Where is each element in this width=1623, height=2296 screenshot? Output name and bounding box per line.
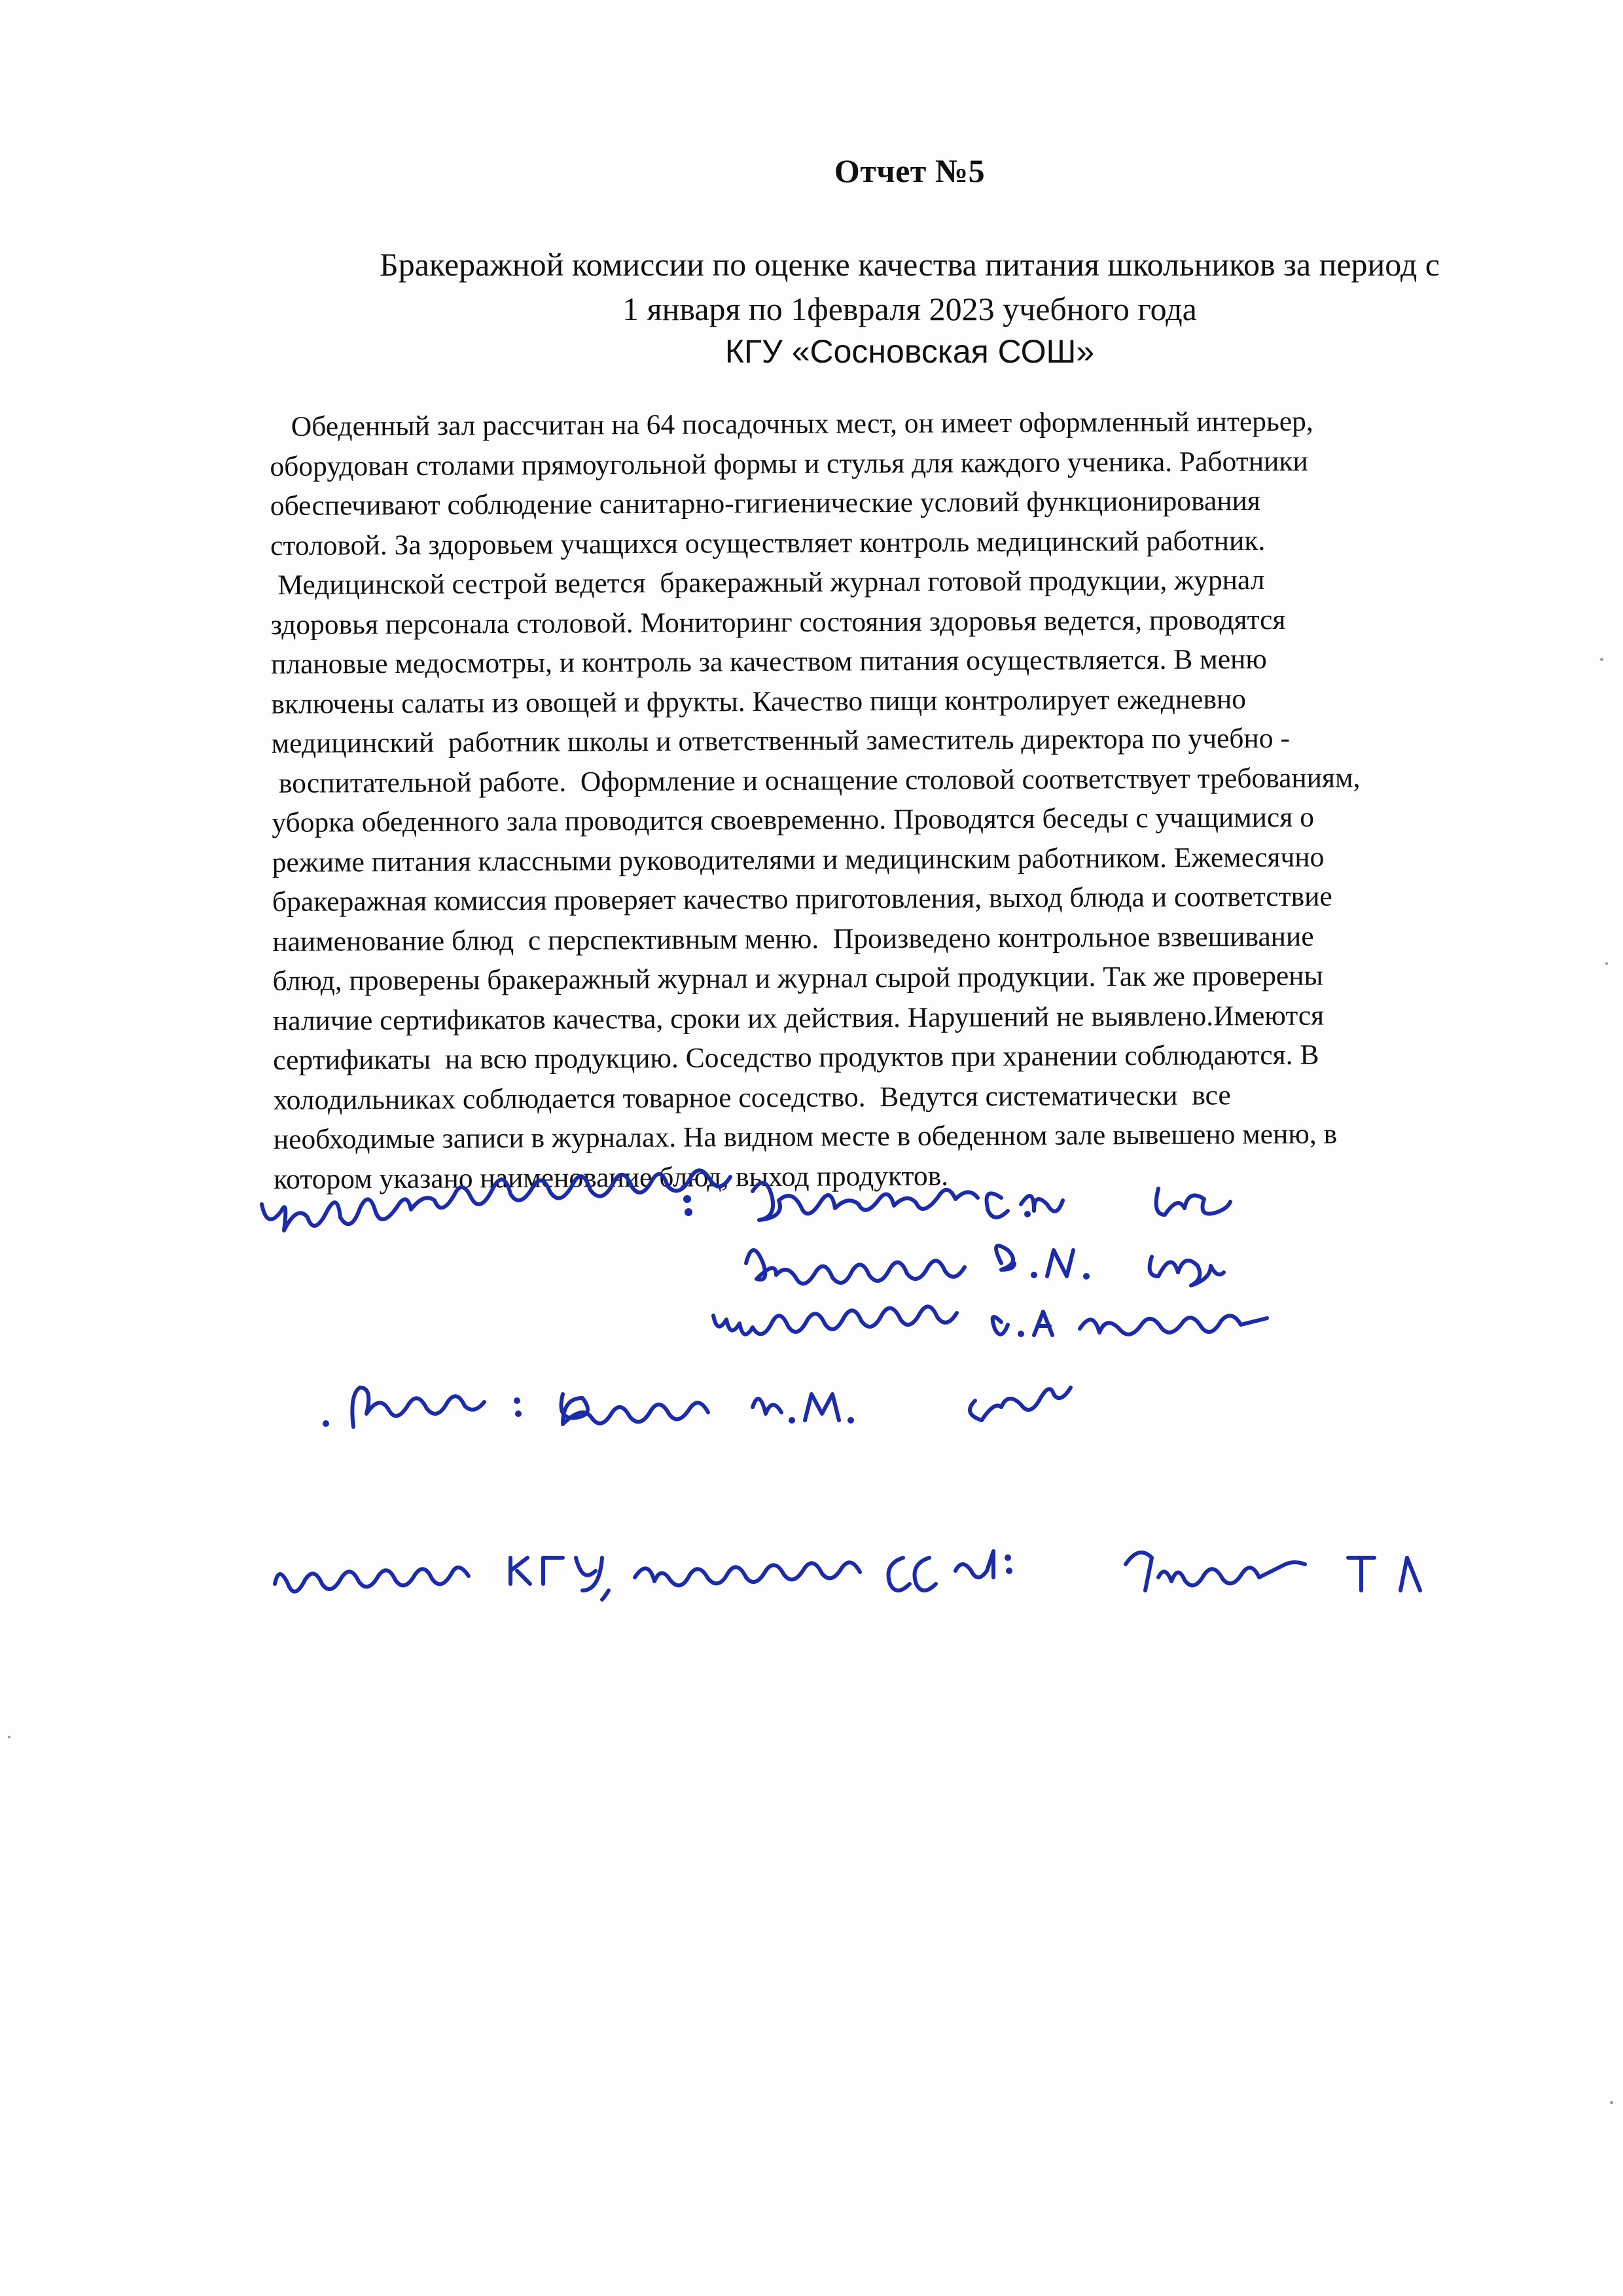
body-line: столовой. За здоровьем учащихся осуществляет контроль медицинский работник. — [270, 524, 1266, 562]
director-signature — [275, 1551, 1420, 1600]
document-subtitle — [196, 242, 1623, 331]
subtitle-line: Бракеражной комиссии по оценке качества питания школьников за период с — [380, 246, 1440, 283]
member-signature-2 — [746, 1246, 1224, 1285]
body-line: включены салаты из овощей и фрукты. Качество пищи контролирует ежедневно — [271, 683, 1247, 720]
body-line: режиме питания классными руководителями и медицинским работником. Ежемесячно — [272, 841, 1325, 878]
body-line: наименование блюд с перспективным меню. Произведено контрольное взвешивание — [272, 920, 1314, 958]
body-line: холодильниках соблюдается товарное соседство. Ведутся систематически все — [273, 1079, 1231, 1116]
body-line: медицинский работник школы и ответственный заместитель директора по учебно - — [271, 722, 1290, 759]
body-line: блюд, проверены бракеражный журнал и журнал сырой продукции. Так же проверены — [272, 960, 1323, 997]
member-signature-3 — [713, 1306, 1267, 1337]
body-line: бракеражная комиссия проверяет качество приготовления, выход блюда и соответствие — [272, 880, 1332, 918]
cook-signature — [323, 1388, 1071, 1427]
body-line: сертификаты на всю продукцию. Соседство продуктов при хранении соблюдаются. В — [273, 1039, 1319, 1076]
body-line: котором указано наименование блюд, выход продуктов. — [274, 1160, 949, 1195]
body-line: необходимые записи в журналах. На видном месте в обеденном зале вывешено меню, в — [273, 1118, 1338, 1155]
school-name: КГУ «Сосновская СОШ» — [724, 333, 1095, 370]
body-line: уборка обеденного зала проводится своевременно. Проводятся беседы с учащимися о — [272, 801, 1315, 838]
scan-speck — [8, 1736, 10, 1738]
body-line: обеспечивают соблюдение санитарно-гигиенические условий функционирования — [270, 485, 1260, 522]
subtitle-line: 1 января по 1февраля 2023 учебного года — [622, 291, 1197, 327]
body-line: Обеденный зал рассчитан на 64 посадочных мест, он имеет оформленный интерьер, — [270, 405, 1313, 442]
document-title: Отчет №5 — [834, 152, 986, 189]
body-line: наличие сертификатов качества, сроки их действия. Нарушений не выявлено.Имеются — [272, 999, 1325, 1037]
body-line: плановые медосмотры, и контроль за качеством питания осуществляется. В меню — [270, 643, 1267, 680]
scan-speck — [1605, 962, 1608, 965]
body-line: Медицинской сестрой ведется бракеражный журнал готовой продукции, журнал — [270, 564, 1265, 601]
body-line: воспитательной работе. Оформление и оснащение столовой соответствует требованиям, — [271, 761, 1361, 799]
body-line: здоровья персонала столовой. Мониторинг состояния здоровья ведется, проводятся — [270, 603, 1286, 641]
body-line: оборудован столами прямоугольной формы и стулья для каждого ученика. Работники — [270, 445, 1308, 482]
scan-speck — [1600, 658, 1603, 661]
scan-speck — [1610, 2101, 1613, 2104]
report-body — [270, 401, 1556, 1199]
